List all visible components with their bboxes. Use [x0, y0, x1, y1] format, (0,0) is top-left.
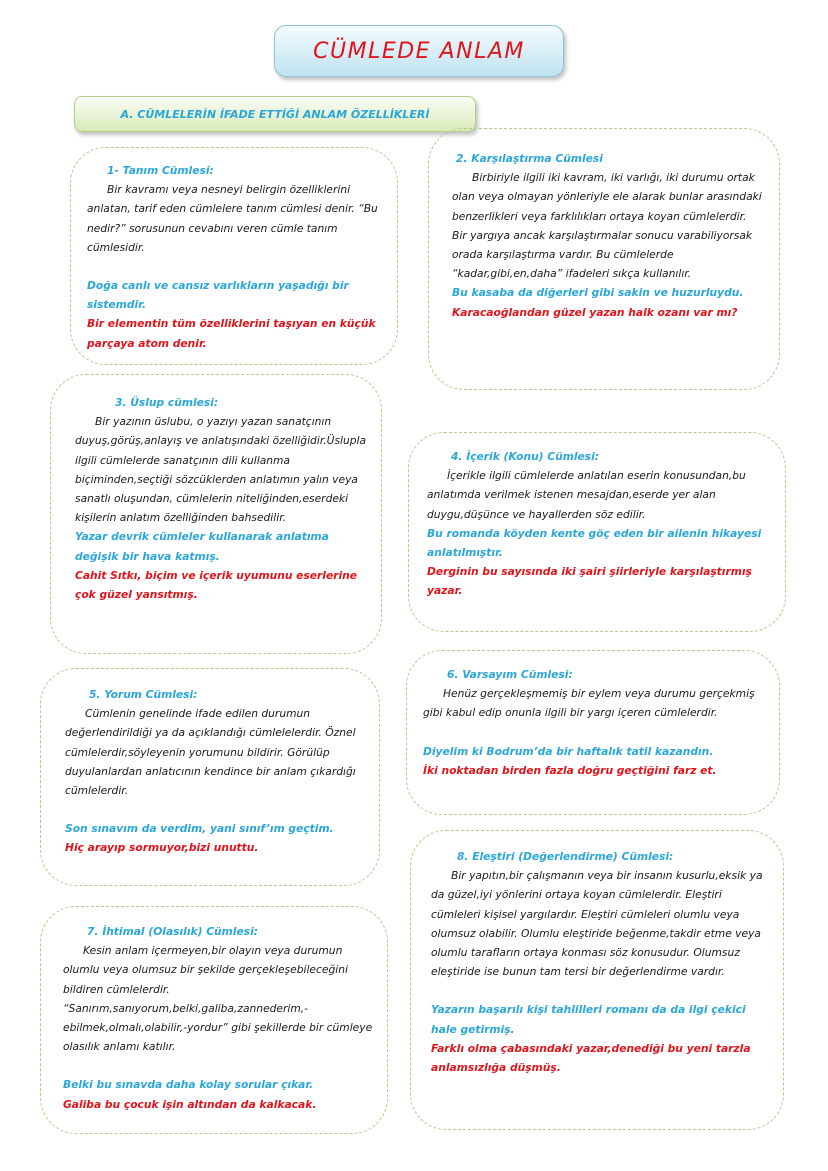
card-elestiri-cumlesi: [410, 830, 784, 1130]
card-example-blue: Yazarın başarılı kişi tahlilleri romanı da da ilgi çekici hale getirmiş.: [431, 1003, 746, 1036]
card-example-red: Cahit Sıtkı, biçim ve içerik uyumunu eserlerine çok güzel yansıtmış.: [75, 568, 357, 602]
card-body: Cümlenin genelinde ifade edilen durumun değerlendirildiği ya da açıklandığı cümlelelerdir. Öznel cümlelerdir,söyleyenin yorumunu bildirir. Görülüp duyulanlardan anlatıcının kendince bir anlam çıkardığı cümlelerdir.: [65, 707, 356, 798]
card-example-blue: Doğa canlı ve cansız varlıkların yaşadığı bir sistemdir.: [87, 279, 349, 312]
card-example-blue: Bu kasaba da diğerleri gibi sakin ve huzurluydu.: [452, 286, 744, 300]
card-body: Kesin anlam içermeyen,bir olayın veya durumun olumlu veya olumsuz bir şekilde gerçekleşebileceğini bildiren cümlelerdir. “Sanırım,sanıyorum,belki,galiba,zannederim,-ebilmek,olmalı,olabilir,-yordur” gibi şekillerde bir cümleye olasılık anlamı katılır.: [63, 944, 373, 1054]
card-tanim-cumlesi: [70, 147, 398, 365]
card-heading: 4. İçerik (Konu) Cümlesi:: [451, 450, 600, 463]
card-icerik-cumlesi: [408, 432, 786, 632]
card-example-blue: Son sınavım da verdim, yani sınıf’ım geçtim.: [65, 822, 334, 836]
card-example-red: Galiba bu çocuk işin altından da kalkacak.: [63, 1097, 317, 1111]
card-body: Bir kavramı veya nesneyi belirgin özelliklerini anlatan, tarif eden cümlelere tanım cümlesi denir. “Bu nedir?” sorusunun cevabını veren cümle tanım cümlesidir.: [87, 183, 378, 254]
card-body: Birbiriyle ilgili iki kavram, iki varlığı, iki durumu ortak olan veya olmayan yönleriyle ele alarak bunlar arasındaki benzerlikleri veya farklılıkları ortaya koyan cümlelerdir. Bir yargıya ancak karşılaştırmalar sonucu varabiliyorsak orada karşılaştırma vardır. Bu cümlelerde “kadar,gibi,en,daha” ifadeleri sıkça kullanılır.: [452, 171, 762, 281]
card-example-red: Bir elementin tüm özelliklerini taşıyan en küçük parçaya atom denir.: [87, 317, 376, 350]
card-example-red: Derginin bu sayısında iki şairi şiirleriyle karşılaştırmış yazar.: [427, 565, 752, 598]
card-example-blue: Belki bu sınavda daha kolay sorular çıkar.: [63, 1078, 314, 1092]
card-body: Bir yazının üslubu, o yazıyı yazan sanatçının duyuş,görüş,anlayış ve anlatışındaki özelliğidir.Üslupla ilgili cümlelerde sanatçının dili kullanma biçiminden,seçtiği sözcüklerden anlatımın yalın veya sanatlı oluşundan, cümlelerin niteliğinden,eserdeki kişilerin anlatım özelliğinden bahsedilir.: [75, 415, 367, 525]
card-example-red: Farklı olma çabasındaki yazar,denediği bu yeni tarzla anlamsızlığa düşmüş.: [431, 1041, 751, 1075]
card-heading: 7. İhtimal (Olasılık) Cümlesi:: [87, 925, 259, 938]
card-karsilastirma-cumlesi: [428, 128, 780, 390]
card-uslup-cumlesi: [50, 374, 382, 654]
card-heading: 2. Karşılaştırma Cümlesi: [456, 152, 603, 165]
card-heading: 8. Eleştiri (Değerlendirme) Cümlesi:: [457, 850, 674, 863]
card-example-red: İki noktadan birden fazla doğru geçtiğini farz et.: [423, 763, 717, 777]
page-title: CÜMLEDE ANLAM: [313, 38, 525, 64]
card-varsayim-cumlesi: [406, 650, 780, 815]
card-heading: 5. Yorum Cümlesi:: [89, 688, 198, 701]
section-title: A. CÜMLELERİN İFADE ETTİĞİ ANLAM ÖZELLİKLERİ: [120, 107, 430, 121]
section-title-banner: [74, 96, 476, 132]
card-heading: 3. Üslup cümlesi:: [115, 396, 219, 409]
card-example-blue: Diyelim ki Bodrum’da bir haftalık tatil kazandın.: [423, 744, 714, 758]
card-example-blue: Bu romanda köyden kente göç eden bir ailenin hikayesi anlatılmıştır.: [427, 526, 762, 560]
card-body: Henüz gerçekleşmemiş bir eylem veya durumu gerçekmiş gibi kabul edip onunla ilgili bir yargı içeren cümlelerdir.: [423, 687, 755, 720]
card-body: Bir yapıtın,bir çalışmanın veya bir insanın kusurlu,eksik ya da güzel,iyi yönlerini ortaya koyan cümlelerdir. Eleştiri cümleleri kişisel yargılardır. Eleştiri cümleleri olumlu veya olumsuz olabilir. Olumlu eleştiride beğenme,takdir etme veya olumlu tarafların ortaya konması söz konusudur. Olumsuz eleştiride ise bunun tam tersi bir değerlendirme vardır.: [431, 869, 763, 979]
card-example-red: Hiç arayıp sormuyor,bizi unuttu.: [65, 841, 259, 855]
card-heading: 1- Tanım Cümlesi:: [107, 164, 214, 177]
page-title-banner: [274, 25, 564, 77]
card-example-blue: Yazar devrik cümleler kullanarak anlatıma değişik bir hava katmış.: [75, 530, 329, 563]
card-yorum-cumlesi: [40, 668, 380, 886]
card-example-red: Karacaoğlandan güzel yazan halk ozanı var mı?: [452, 305, 738, 319]
card-ihtimal-cumlesi: [40, 906, 388, 1134]
card-heading: 6. Varsayım Cümlesi:: [447, 668, 573, 681]
card-body: İçerikle ilgili cümlelerde anlatılan eserin konusundan,bu anlatımda verilmek istenen mesajdan,eserde yer alan duygu,düşünce ve hayallerden söz edilir.: [427, 469, 746, 521]
